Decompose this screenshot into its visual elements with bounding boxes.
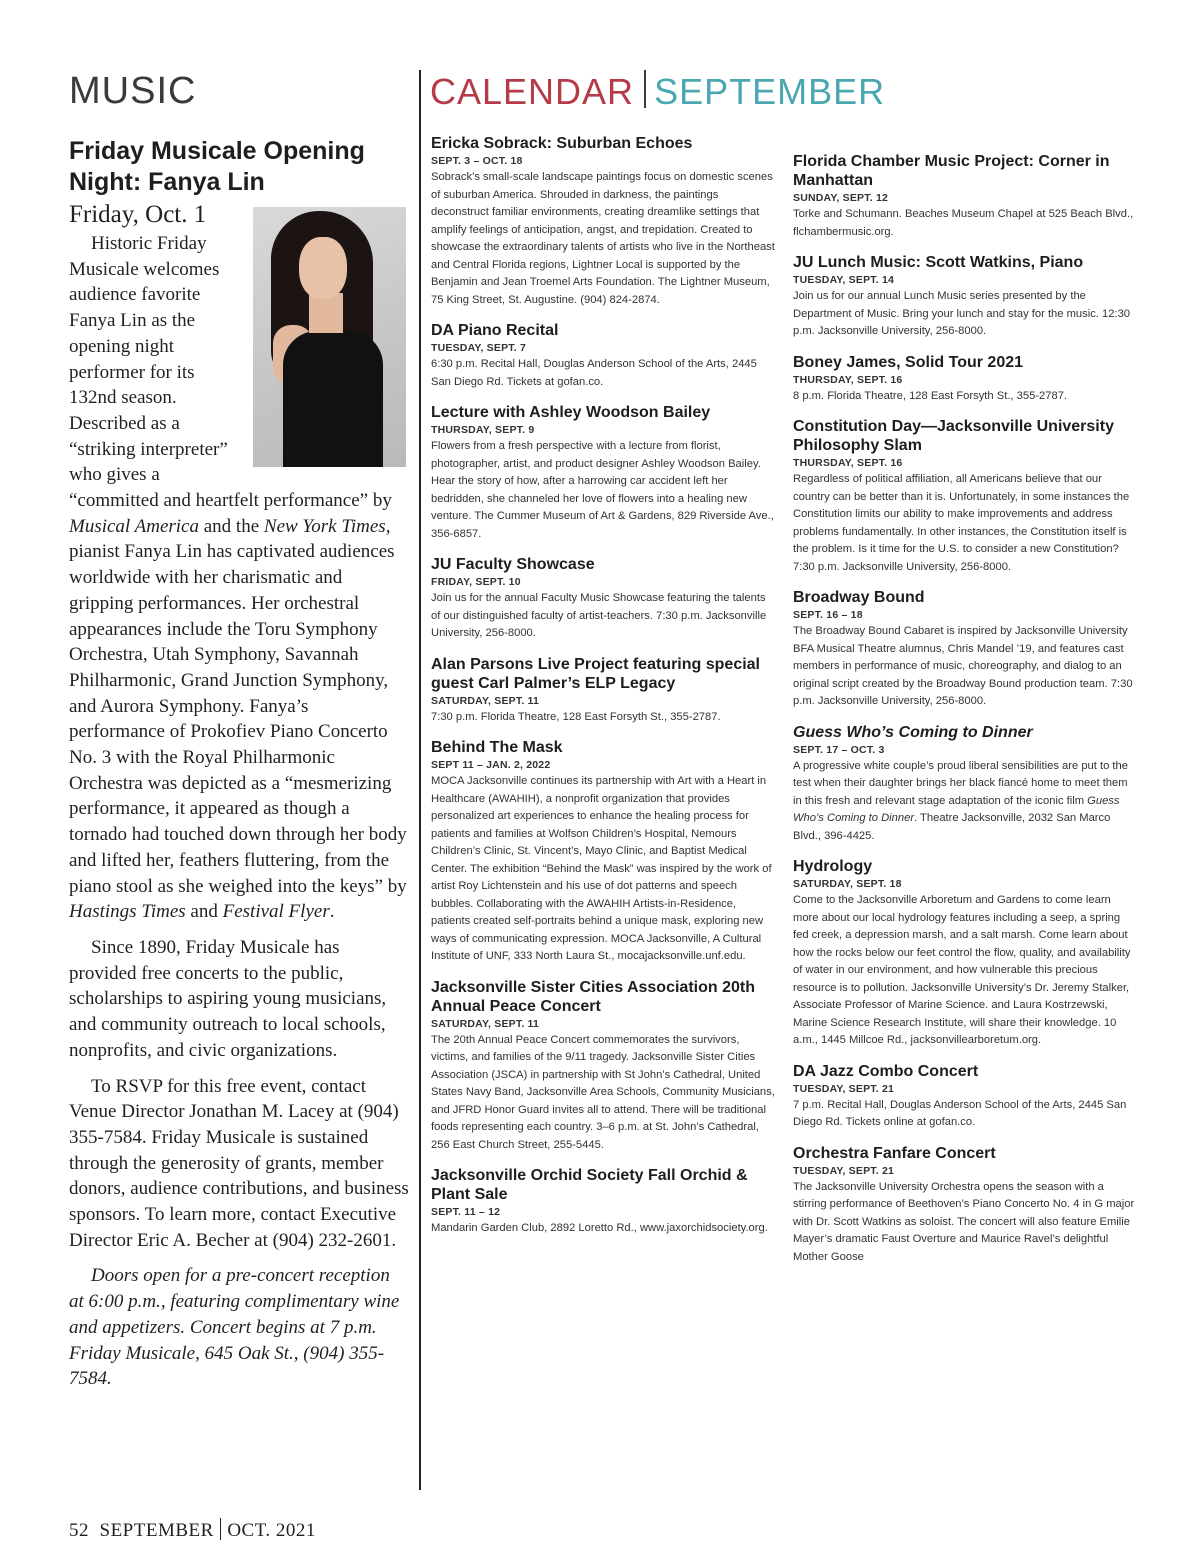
event-title: Lecture with Ashley Woodson Bailey: [431, 404, 711, 421]
event-description: Torke and Schumann. Beaches Museum Chapel at 525 Beach Blvd., flchambermusic.org.: [793, 208, 1134, 238]
calendar-column-right: [793, 152, 1138, 1278]
event-description: Flowers from a fresh perspective with a lecture from florist, photographer, artist, and product designer Ashley Woodson Bailey. Hear the story of how, after a harrowing car accident left her bedridden, she channeled her love of flowers into a healing new venture. The Cummer Museum of Art & Gardens, 829 Riverside Ave., 356-6857.: [431, 440, 774, 540]
event-title: Boney James, Solid Tour 2021: [793, 353, 1024, 371]
event-date: THURSDAY, SEPT. 16: [793, 373, 903, 386]
event-title: Constitution Day—Jacksonville University Philosophy Slam: [793, 418, 1114, 454]
event-date: SATURDAY, SEPT. 11: [431, 694, 540, 707]
feature-date: Friday, Oct. 1: [69, 201, 207, 228]
event: [431, 134, 776, 309]
event-title: Jacksonville Orchid Society Fall Orchid & Plant Sale: [431, 1167, 748, 1203]
event: [431, 655, 776, 727]
event-date: SUNDAY, SEPT. 12: [793, 192, 889, 204]
event-title: DA Jazz Combo Concert: [793, 1062, 979, 1080]
feature-paragraph-2: Since 1890, Friday Musicale has provided free concerts to the public, scholarships to aspiring young musicians, and community outreach to local schools, nonprofits, and civic organizations.: [69, 936, 387, 1061]
event-date: SEPT. 17 – OCT. 3: [793, 743, 885, 756]
footer-month-2: OCT. 2021: [227, 1520, 316, 1541]
event-title: Guess Who’s Coming to Dinner: [793, 723, 1033, 741]
event-date: TUESDAY, SEPT. 14: [793, 274, 895, 286]
event: [431, 555, 776, 643]
event-title: DA Piano Recital: [431, 322, 559, 339]
event: [431, 738, 776, 966]
event: [431, 978, 776, 1155]
event-date: SEPT. 3 – OCT. 18: [431, 155, 523, 167]
photo-dress: [283, 331, 383, 467]
footer-divider: [220, 1518, 222, 1540]
event: [793, 588, 1138, 711]
event-title: Hydrology: [793, 858, 873, 875]
photo-neck: [309, 293, 343, 333]
event: [793, 353, 1138, 406]
event: [431, 1166, 776, 1238]
event: [793, 1062, 1138, 1132]
event: [793, 417, 1138, 576]
event-date: TUESDAY, SEPT. 21: [793, 1164, 895, 1177]
event-title: Orchestra Fanfare Concert: [793, 1144, 996, 1162]
event-date: THURSDAY, SEPT. 16: [793, 457, 903, 469]
column-rule: [419, 70, 421, 1490]
month-label: SEPTEMBER: [654, 71, 886, 112]
event-title: Broadway Bound: [793, 589, 925, 606]
event-date: SATURDAY, SEPT. 18: [793, 878, 902, 890]
event-description: Join us for the annual Faculty Music Showcase featuring the talents of our distinguished faculty of artist-teachers. 7:30 p.m. Jacksonville University, 256-8000.: [431, 592, 767, 639]
title-divider: [644, 70, 646, 108]
event: [793, 1144, 1138, 1267]
event-title: JU Faculty Showcase: [431, 556, 595, 573]
event-description: Mandarin Garden Club, 2892 Loretto Rd., www.jaxorchidsociety.org.: [431, 1222, 768, 1234]
event-date: SEPT. 11 – 12: [431, 1206, 501, 1218]
event-title: Alan Parsons Live Project featuring special guest Carl Palmer’s ELP Legacy: [431, 655, 760, 692]
event-title: JU Lunch Music: Scott Watkins, Piano: [793, 254, 1084, 271]
feature-paragraph-1: Historic Friday Musicale welcomes audience favorite Fanya Lin as the opening night performer for its 132nd season. Described as a “striking interpreter” who gives a “committed and heartfelt performance” by Musical America and the New York Times, pianist Fanya Lin has captivated audiences worldwide with her charismatic and gripping performances. Her orchestral appearances include the Toru Symphony Orchestra, Utah Symphony, Savannah Philharmonic, Grand Junction Symphony, and Aurora Symphony. Fanya’s performance of Prokofiev Piano Concerto No. 3 with the Royal Philharmonic Orchestra was depicted as a “mesmerizing performance, it appeared as though a tornado had touched down through her body and lifted her, feathers fluttering, from the piano stool as she weighed into the keys” by Hastings Times and Festival Flyer.: [69, 233, 407, 923]
event-description: Join us for our annual Lunch Music series presented by the Department of Music. Bring your lunch and stay for the music. 12:30 p.m. Jacksonville University, 256-8000.: [793, 290, 1131, 337]
calendar-title: [430, 70, 885, 113]
footer-month: SEPTEMBER: [99, 1520, 214, 1541]
event-description: A progressive white couple’s proud liberal sensibilities are put to the test when their daughter brings her black fiancé home to meet them in this fresh and relevant stage adaptation of the iconic film Guess Who’s Coming to Dinner. Theatre Jacksonville, 2032 San Marco Blvd., 396-4425.: [793, 759, 1128, 842]
event-description: The Jacksonville University Orchestra opens the season with a stirring performance of Beethoven’s Piano Concerto No. 4 in G major with Dr. Scott Watkins as soloist. The concert will also feature Emilie Mayer’s dramatic Faust Overture and Maurice Ravel’s delightful Mother Goose: [793, 1180, 1135, 1263]
calendar-column-left: [431, 134, 776, 1250]
event-title: Ericka Sobrack: Suburban Echoes: [431, 135, 693, 152]
event-description: 6:30 p.m. Recital Hall, Douglas Anderson School of the Arts, 2445 San Diego Rd. Tickets at gofan.co.: [431, 358, 757, 388]
event: [793, 723, 1138, 846]
event-title: Florida Chamber Music Project: Corner in Manhattan: [793, 153, 1110, 189]
event-date: SATURDAY, SEPT. 11: [431, 1017, 540, 1030]
feature-article: [69, 136, 409, 1392]
event-description: Sobrack’s small-scale landscape paintings focus on domestic scenes of suburban America. Shrouded in darkness, the paintings deconstruct familiar environments, creating dreamlike settings that amplify feelings of anticipation, angst, and trepidation. Created to showcase the extraordinary talents of artists who live in the Northeast and Central Florida regions, Lightner Local is supported by the Benjamin and Jean Troemel Arts Foundation. The Lightner Museum, 75 King Street, St. Augustine. (904) 824-2874.: [431, 171, 775, 306]
event-date: TUESDAY, SEPT. 21: [793, 1082, 895, 1095]
event: [793, 857, 1138, 1050]
event-description: MOCA Jacksonville continues its partnership with Art with a Heart in Healthcare (AWAHIH), a nonprofit organization that provides personalized art experiences to enhance the healing process for patients and families at Wolfson Children’s Hospital, Nemours Children’s Clinic, St. Vincent’s, Mayo Clinic, and Baptist Medical Center. The exhibition “Behind the Mask” was inspired by the work of artist Roy Lichtenstein and his use of dot patterns and speech bubbles. Collaborating with the AWAHIH Artists-in-Residence, patients created self-portraits behind a unique mask, exploring new ways of communicating expression. MOCA Jacksonville, A Cultural Institute of UNF, 333 North Laura St., mocajacksonville.unf.edu.: [431, 775, 772, 962]
event-date: THURSDAY, SEPT. 9: [431, 424, 535, 436]
event-description: Come to the Jacksonville Arboretum and Gardens to come learn more about our local hydrology features including a seep, a spring fed creek, a depression marsh, and a salt marsh. Come learn about how the rocks below our feet control the flow, quality, and availability of water in our environment, and how vulnerable this precious resource is to pollution. Jacksonville University’s Dr. Jeremy Stalker, Associate Professor of Marine Science. and Laura Kostrzewski, Marine Science Research Institute, will share their knowledge. 10 a.m., 1445 Millcoe Rd., jacksonvillearboretum.org.: [793, 894, 1131, 1046]
event-description: The Broadway Bound Cabaret is inspired by Jacksonville University BFA Musical Theatre alumnus, Chris Mandel ’19, and features cast members in performance of music, choreography, and dialog to an original script created by the Broadway Bound production team. 7:30 p.m. Jacksonville University, 256-8000.: [793, 625, 1133, 707]
feature-paragraph-4: Doors open for a pre-concert reception at 6:00 p.m., featuring complimentary wine and appetizers. Concert begins at 7 p.m. Friday Musicale, 645 Oak St., (904) 355-7584.: [69, 1265, 400, 1390]
section-title: MUSIC: [69, 70, 197, 112]
event: [793, 253, 1138, 341]
performer-photo: [253, 207, 406, 467]
feature-paragraph-3: To RSVP for this free event, contact Venue Director Jonathan M. Lacey at (904) 355-7584. Friday Musicale is sustained through the generosity of grants, member donors, audience contributions, and business sponsors. To learn more, contact Executive Director Eric A. Becher at (904) 232-2601.: [69, 1075, 409, 1251]
calendar-label: CALENDAR: [430, 71, 635, 112]
event-description: 7:30 p.m. Florida Theatre, 128 East Forsyth St., 355-2787.: [431, 710, 721, 723]
feature-title: Friday Musicale Opening Night: Fanya Lin: [69, 137, 365, 196]
event-date: SEPT 11 – JAN. 2, 2022: [431, 759, 551, 771]
page-footer: [69, 1518, 316, 1542]
event-description: Regardless of political affiliation, all Americans believe that our country can be better than it is. Unfortunately, in some instances the Constitution limits our ability to make improvements and address problems fundamentally. In other instances, the Constitution itself is the problem. Is it time for the U.S. to consider a new Constitution? 7:30 p.m. Jacksonville University, 256-8000.: [793, 473, 1130, 573]
event: [793, 152, 1138, 241]
event-title: Jacksonville Sister Cities Association 20th Annual Peace Concert: [431, 978, 755, 1015]
event-date: TUESDAY, SEPT. 7: [431, 342, 527, 354]
event: [431, 403, 776, 543]
page-number: 52: [69, 1520, 89, 1541]
event-title: Behind The Mask: [431, 739, 563, 756]
event-date: FRIDAY, SEPT. 10: [431, 576, 521, 588]
event: [431, 321, 776, 391]
photo-face: [299, 237, 347, 299]
event-description: 7 p.m. Recital Hall, Douglas Anderson School of the Arts, 2445 San Diego Rd. Tickets online at gofan.co.: [793, 1098, 1127, 1128]
event-description: 8 p.m. Florida Theatre, 128 East Forsyth St., 355-2787.: [793, 389, 1068, 402]
event-description: The 20th Annual Peace Concert commemorates the survivors, victims, and families of the 9/11 tragedy. Jacksonville Sister Cities Association (JSCA) in partnership with St John’s Cathedral, United States Navy Band, Jacksonville Area Schools, Community Musicians, and JFRD Honor Guard invites all to attend. There will be traditional foods representing each country. 3–6 p.m. at St. John’s Cathedral, 256 East Church Street, 255-5445.: [431, 1033, 775, 1151]
event-date: SEPT. 16 – 18: [793, 609, 863, 621]
